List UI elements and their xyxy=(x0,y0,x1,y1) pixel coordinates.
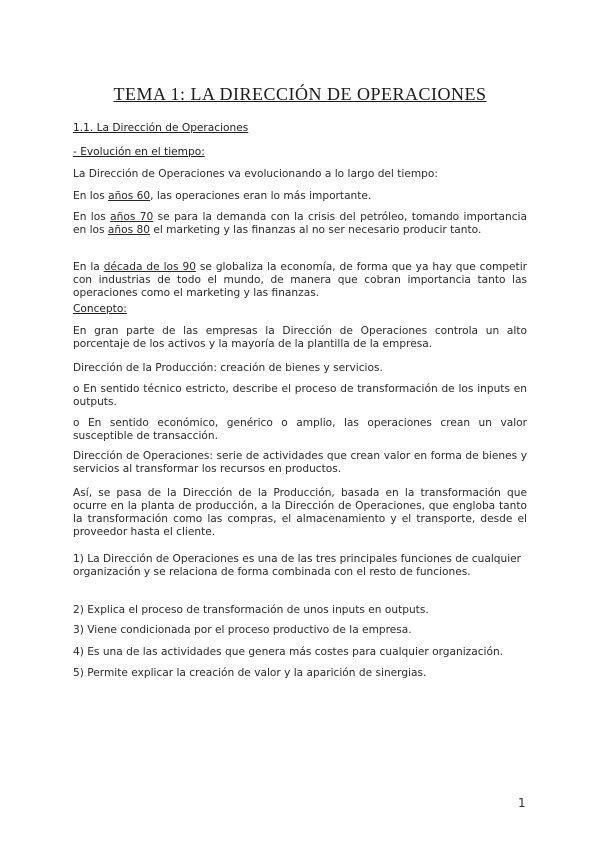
underlined-term: años 60 xyxy=(108,190,151,202)
list-item: 1) La Dirección de Operaciones es una de las tres principales funciones de cualquier organización y se relaciona de forma combinada con el resto de funciones. xyxy=(73,553,522,578)
concept-bullet: o En sentido técnico estricto, describe el proceso de transformación de los inputs en outputs. xyxy=(73,383,527,408)
list-item: 3) Viene condicionada por el proceso productivo de la empresa. xyxy=(73,624,412,636)
evolution-heading: - Evolución en el tiempo: xyxy=(73,146,205,158)
text-segment: el marketing y las finanzas al no ser necesario producir tanto. xyxy=(149,224,482,236)
evolution-intro: La Dirección de Operaciones va evolucionando a lo largo del tiempo: xyxy=(73,168,438,180)
text-segment: se para la demanda con la crisis del petróleo, tomando importancia en los xyxy=(73,211,527,236)
concept-heading: Concepto: xyxy=(73,303,127,315)
underlined-term: años 80 xyxy=(107,224,150,236)
page-number: 1 xyxy=(518,796,526,810)
text-segment: En los xyxy=(73,211,111,223)
underlined-term: década de los 90 xyxy=(103,261,196,273)
concept-paragraph: Dirección de Operaciones: serie de actividades que crean valor en forma de bienes y servicios al transformar los recursos en productos. xyxy=(73,450,527,475)
document-title: TEMA 1: LA DIRECCIÓN DE OPERACIONES xyxy=(113,84,487,104)
concept-paragraph: En gran parte de las empresas la Dirección de Operaciones controla un alto porcentaje de los activos y la mayoría de la plantilla de la empresa. xyxy=(73,325,527,350)
evolution-60s xyxy=(73,190,527,203)
concept-paragraph: Dirección de la Producción: creación de bienes y servicios. xyxy=(73,362,383,374)
underlined-term: años 70 xyxy=(110,211,154,223)
text-segment: En la xyxy=(73,261,104,273)
section-heading: 1.1. La Dirección de Operaciones xyxy=(73,122,249,134)
list-item: 2) Explica el proceso de transformación de unos inputs en outputs. xyxy=(73,604,429,616)
list-item: 4) Es una de las actividades que genera más costes para cualquier organización. xyxy=(73,646,504,658)
text-segment: , las operaciones eran lo más importante. xyxy=(150,190,372,202)
evolution-90s xyxy=(73,261,527,300)
list-item: 5) Permite explicar la creación de valor y la aparición de sinergias. xyxy=(73,667,427,679)
text-segment: En los xyxy=(73,190,109,202)
concept-bullet: o En sentido económico, genérico o amplio, las operaciones crean un valor susceptible de transacción. xyxy=(73,417,527,442)
evolution-70s xyxy=(73,211,527,237)
concept-paragraph: Así, se pasa de la Dirección de la Producción, basada en la transformación que ocurre en la planta de producción, a la Dirección de Operaciones, que engloba tanto la transformación como las compras, el almacenamiento y el transporte, desde el proveedor hasta el cliente. xyxy=(73,487,527,538)
text-segment: se globaliza la economía, de forma que ya hay que competir con industrias de todo el mundo, de manera que cobran importancia tanto las operaciones como el marketing y las finanzas. xyxy=(73,261,527,299)
